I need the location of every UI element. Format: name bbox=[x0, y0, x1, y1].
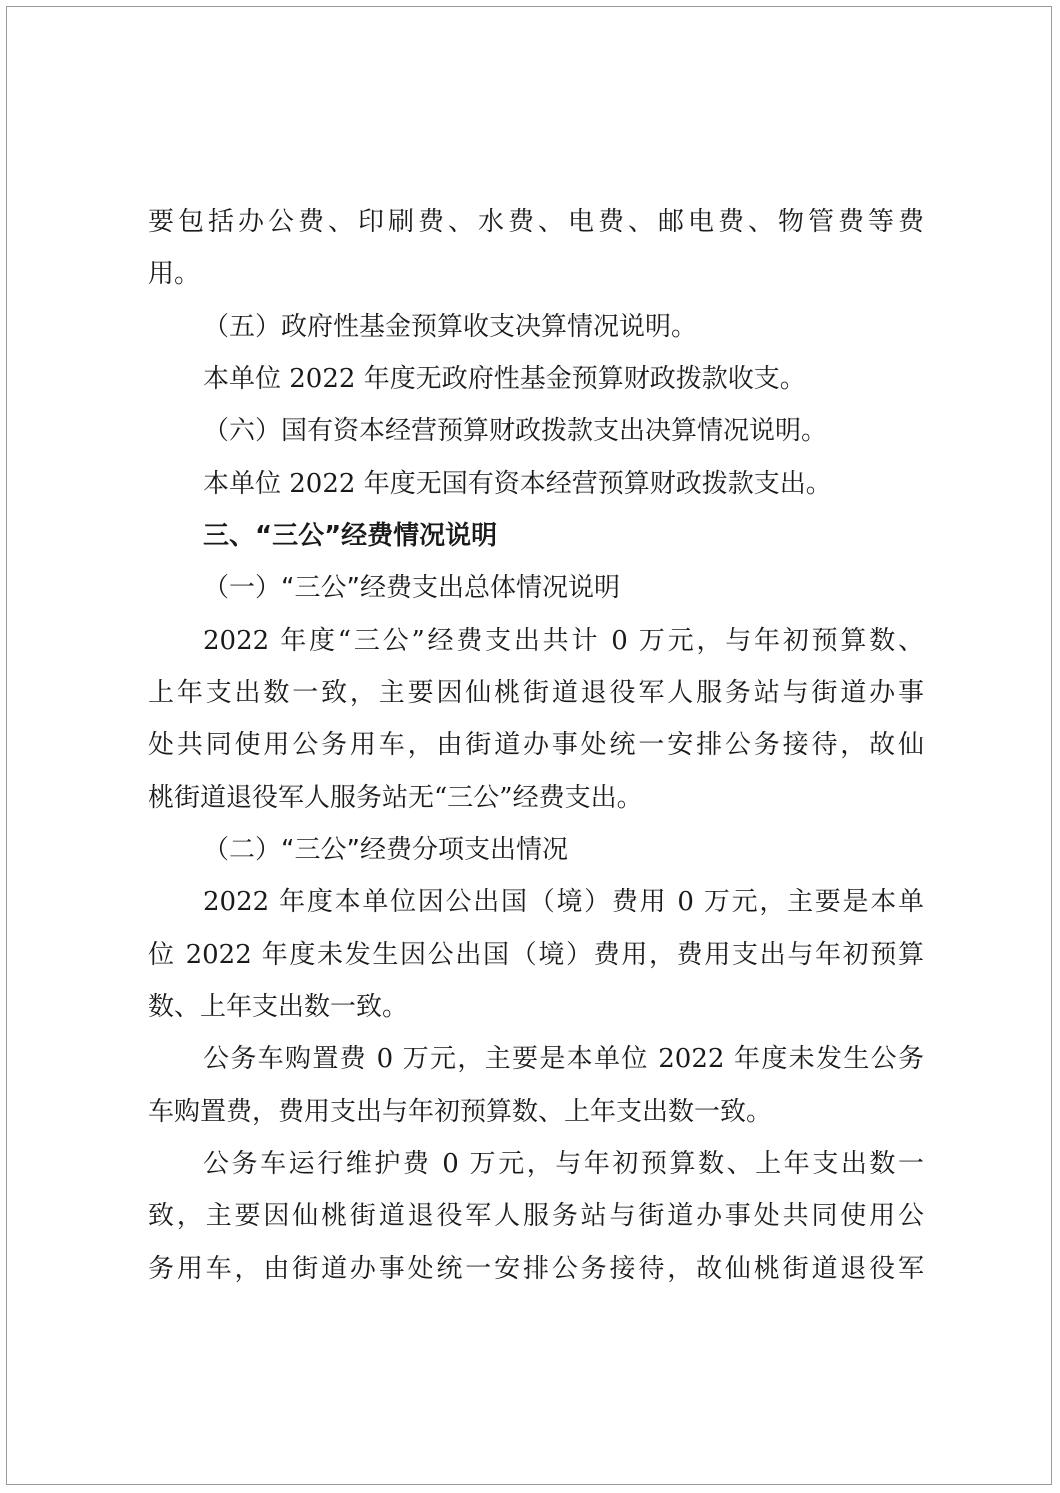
paragraph-line: 本单位 2022 年度无国有资本经营预算财政拨款支出。 bbox=[203, 469, 832, 499]
paragraph-line: 公务车购置费 0 万元，主要是本单位 2022 年度未发生公务 bbox=[203, 1044, 924, 1074]
paragraph-line: 桃街道退役军人服务站无“三公”经费支出。 bbox=[148, 783, 643, 813]
paragraph-line: 务用车，由街道办事处统一安排公务接待，故仙桃街道退役军 bbox=[148, 1254, 924, 1284]
chapter-heading-3: 三、“三公”经费情况说明 bbox=[203, 521, 498, 551]
paragraph-line: 要包括办公费、印刷费、水费、电费、邮电费、物管费等费 bbox=[148, 207, 924, 237]
paragraph-line: 上年支出数一致，主要因仙桃街道退役军人服务站与街道办事 bbox=[148, 678, 924, 708]
paragraph-line: 车购置费，费用支出与年初预算数、上年支出数一致。 bbox=[148, 1097, 773, 1127]
section-heading-6: （六）国有资本经营预算财政拨款支出决算情况说明。 bbox=[203, 416, 828, 446]
section-heading-1: （一）“三公”经费支出总体情况说明 bbox=[203, 573, 620, 603]
paragraph-line: 数、上年支出数一致。 bbox=[148, 992, 409, 1022]
paragraph-line: 本单位 2022 年度无政府性基金预算财政拨款收支。 bbox=[203, 364, 806, 394]
paragraph-line: 用。 bbox=[148, 259, 201, 289]
paragraph-line: 致，主要因仙桃街道退役军人服务站与街道办事处共同使用公 bbox=[148, 1201, 924, 1231]
paragraph-line: 2022 年度“三公”经费支出共计 0 万元，与年初预算数、 bbox=[203, 626, 924, 656]
section-heading-5: （五）政府性基金预算收支决算情况说明。 bbox=[203, 312, 698, 342]
section-heading-2: （二）“三公”经费分项支出情况 bbox=[203, 835, 568, 865]
paragraph-line: 位 2022 年度未发生因公出国（境）费用，费用支出与年初预算 bbox=[148, 940, 924, 970]
paragraph-line: 公务车运行维护费 0 万元，与年初预算数、上年支出数一 bbox=[203, 1149, 924, 1179]
paragraph-line: 2022 年度本单位因公出国（境）费用 0 万元，主要是本单 bbox=[203, 887, 924, 917]
paragraph-line: 处共同使用公务用车，由街道办事处统一安排公务接待，故仙 bbox=[148, 730, 924, 760]
